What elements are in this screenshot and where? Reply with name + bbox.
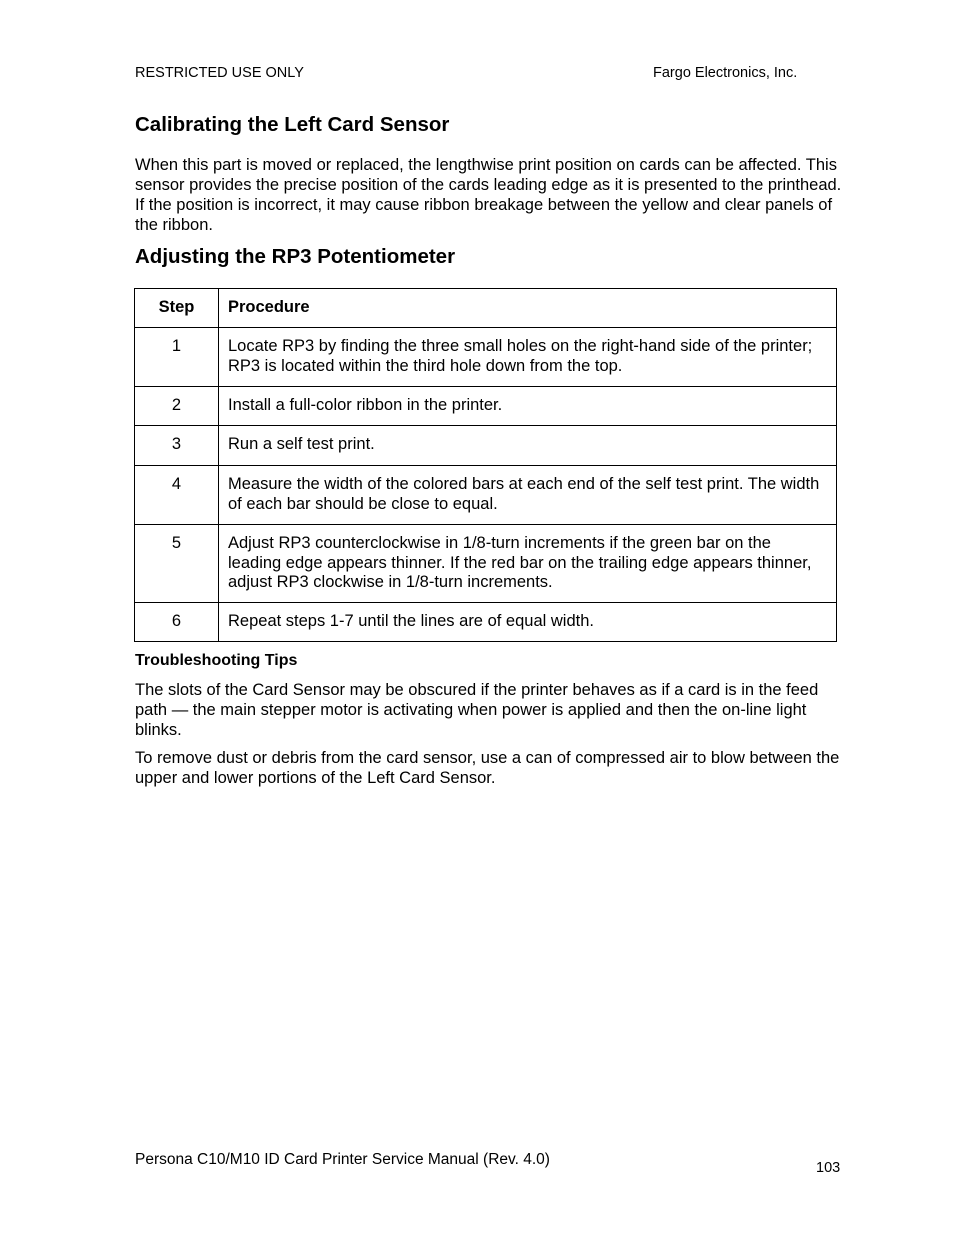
step-number: 1 [135,328,219,387]
section-body-calibrating: When this part is moved or replaced, the lengthwise print position on cards can be affected. This sensor provides the precise position of the cards leading edge as it is presented to the printhead. If the position is incorrect, it may cause ribbon breakage between the yellow and clear panels of the ribbon. [135,156,842,234]
step-procedure: Adjust RP3 counterclockwise in 1/8-turn increments if the green bar on the leading edge appears thinner. If the red bar on the trailing edge appears thinner, adjust RP3 clockwise in 1/8-turn increments. [219,525,837,603]
step-number: 6 [135,603,219,642]
step-procedure: Locate RP3 by finding the three small holes on the right-hand side of the printer; RP3 is located within the third hole down from the top. [219,328,837,387]
table-row [135,525,837,603]
page-number: 103 [816,1160,841,1176]
tips-paragraph-2: To remove dust or debris from the card sensor, use a can of compressed air to blow between the upper and lower portions of the Left Card Sensor. [135,749,840,787]
table-row [135,426,837,466]
step-number: 4 [135,466,219,525]
step-procedure: Repeat steps 1-7 until the lines are of equal width. [219,603,837,642]
step-procedure: Run a self test print. [219,426,837,466]
table-row [135,387,837,426]
step-number: 3 [135,426,219,466]
tips-paragraph-1: The slots of the Card Sensor may be obscured if the printer behaves as if a card is in the feed path — the main stepper motor is activating when power is applied and then the on-line light blinks. [135,681,819,739]
table-row [135,466,837,525]
step-number: 5 [135,525,219,603]
tips-title: Troubleshooting Tips [135,652,298,669]
table-row [135,328,837,387]
step-procedure: Measure the width of the colored bars at each end of the self test print. The width of each bar should be close to equal. [219,466,837,525]
procedure-table [134,288,837,642]
table-row [135,603,837,642]
column-header-procedure: Procedure [219,289,837,328]
step-procedure: Install a full-color ribbon in the printer. [219,387,837,426]
table-header-row [135,289,837,328]
section-title-calibrating: Calibrating the Left Card Sensor [135,113,450,136]
step-number: 2 [135,387,219,426]
column-header-step: Step [135,289,219,328]
header-right: Fargo Electronics, Inc. [653,65,798,81]
footer-title: Persona C10/M10 ID Card Printer Service Manual (Rev. 4.0) [135,1151,550,1168]
header-left: RESTRICTED USE ONLY [135,65,304,81]
section-title-adjusting: Adjusting the RP3 Potentiometer [135,245,456,268]
